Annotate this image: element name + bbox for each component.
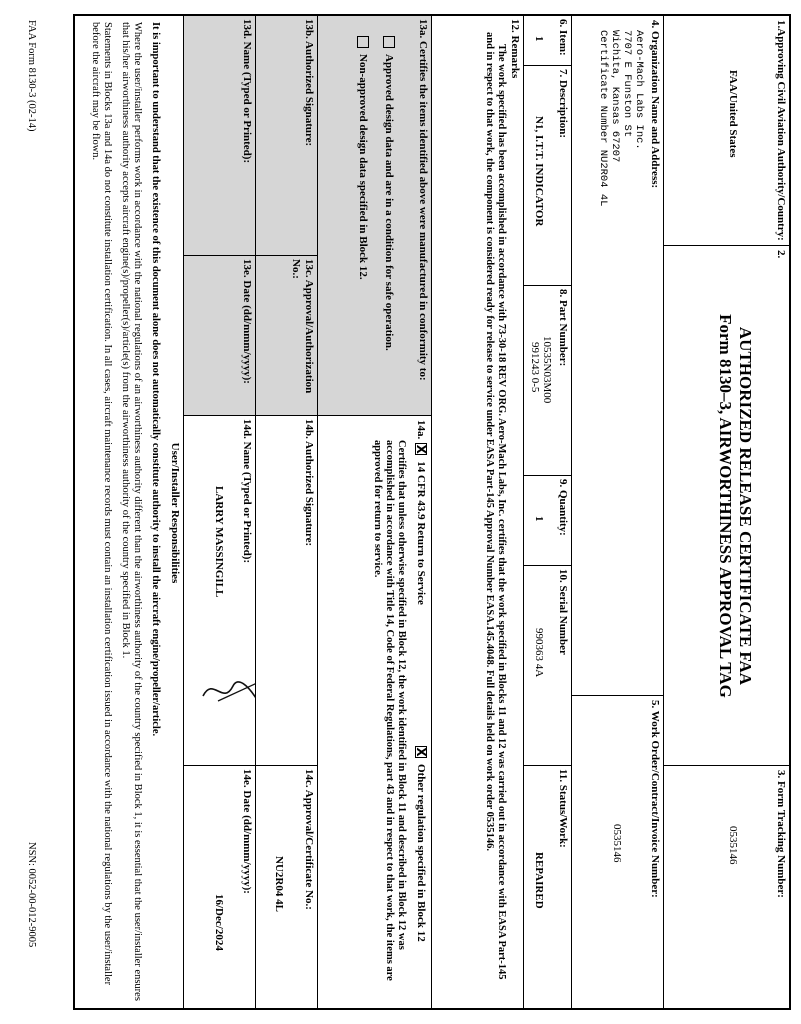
status-value: REPAIRED: [533, 852, 545, 909]
block-14a-label: 14a.: [415, 420, 427, 440]
quantity-header: 9. Quantity:: [557, 479, 569, 536]
block-4: [571, 16, 663, 696]
responsibilities-p3: Statements in Blocks 13a and 14a do not constitute installation certification. In all cases, aircraft maintenance records must contain an installation certification issued in accordance with the national regulations by the user/installer before the aircraft may be flown.: [90, 22, 113, 986]
block-14d-label: 14d. Name (Typed or Printed):: [241, 419, 253, 564]
status-header: 11. Status/Work:: [557, 769, 569, 848]
block-14d: [183, 416, 255, 766]
form-title-line1: AUTHORIZED RELEASE CERTIFICATE FAA: [736, 326, 755, 686]
block-14c-label: 14c. Approval/Certificate No.:: [303, 769, 315, 910]
block-10: [523, 566, 571, 766]
block-11: [523, 766, 571, 1010]
block-13c-label: 13c. Approval/Authorization No.:: [290, 259, 315, 394]
block-8: [523, 286, 571, 476]
part-number-line1: 10535N03M00: [541, 336, 553, 404]
description-header: 7. Description:: [557, 69, 569, 139]
serial-number-value: 990363 4A: [533, 628, 545, 678]
remarks-label: 12. Remarks: [509, 19, 521, 79]
block-9: [523, 476, 571, 566]
block-13e: [183, 256, 255, 416]
block-4-label: 4. Organization Name and Address:: [649, 20, 661, 189]
org-line-4: Certificate Number NU2R04 4L: [597, 30, 609, 207]
form-frame: [73, 14, 791, 1010]
signer-name: LARRY MASSINGILL: [213, 486, 225, 598]
non-approved-design-checkbox[interactable]: [357, 36, 369, 48]
block-3: [663, 766, 789, 1010]
certificate-number: NU2R04 4L: [273, 856, 285, 912]
item-number: 1: [533, 36, 545, 42]
other-regulation-option: [415, 746, 427, 942]
org-line-3: Wichita, Kansas 67207: [609, 30, 621, 163]
block-13b-label: 13b. Authorized Signature:: [303, 19, 315, 147]
responsibilities-title: User/Installer Responsibilities: [169, 442, 181, 584]
return-to-service-checkbox[interactable]: X: [413, 444, 428, 454]
quantity-value: 1: [533, 516, 545, 522]
responsibilities-p2: Where the user/installer performs work in accordance with the national regulations of an airworthiness authority different than the airworthiness authority of the country specified in Block 1, it is essential that the user/installer ensures that his/her airworthiness authority accepts aircraft engine(s)/propeller(s)/article(s) from the airworthiness authority of the country specified in Block 1.: [120, 22, 143, 1001]
form-tracking-number: 0535146: [727, 826, 739, 865]
block-6: [523, 16, 571, 66]
block-2: [663, 246, 789, 766]
block-13a-label: 13a. Certifies the items identified above were manufactured in conformity to:: [417, 19, 429, 381]
option-approved-design: [383, 36, 395, 351]
approved-design-label: Approved design data and are in a condition for safe operation.: [383, 54, 395, 351]
work-order-number: 0535146: [611, 824, 623, 863]
block-13c: [255, 256, 317, 416]
org-line-2: 7707 E Funston St: [621, 30, 633, 138]
item-header: 6. Item:: [557, 19, 569, 56]
form-title: [715, 246, 755, 766]
block-1-label: 1.Approving Civil Aviation Authority/Country:: [775, 20, 787, 241]
option-non-approved-design: [357, 36, 369, 280]
remarks-text: The work specified has been accomplished in accordance with 73-30-18 REV ORG. Aero-Mach Labs, Inc. certifies that the work specified in Blocks 11 and 12 was carried out in accordance with EASA Part-145 and in respect to that work, the component is considered ready for release to service under EASA Part-145 Approval Number EASA.145.4048. Full details held on work order 0535146.: [484, 32, 507, 980]
block-13d-label: 13d. Name (Typed or Printed):: [241, 19, 253, 164]
block-14e: [183, 766, 255, 1010]
approving-authority: FAA/United States: [727, 70, 739, 158]
block-5: [571, 696, 663, 1010]
responsibilities-block: [73, 16, 183, 1010]
approved-design-checkbox[interactable]: [383, 36, 395, 48]
block-13a: [317, 16, 431, 416]
org-line-1: Aero-Mach Labs Inc.: [633, 30, 645, 150]
other-regulation-checkbox[interactable]: X: [413, 747, 428, 757]
block-2-label: 2.: [775, 250, 787, 259]
signature-date: 16/Dec/2024: [213, 894, 225, 951]
nsn-number: NSN: 0052-00-012-9005: [26, 842, 37, 948]
form-identifier: FAA Form 8130-3 (02-14): [26, 20, 37, 132]
block-13d: [183, 16, 255, 256]
block-14e-label: 14e. Date (dd/mmm/yyyy):: [241, 769, 253, 894]
block-7: [523, 66, 571, 286]
block-14c: [255, 766, 317, 1010]
block-3-label: 3. Form Tracking Number:: [775, 770, 787, 898]
block-14b-label: 14b. Authorized Signature:: [303, 419, 315, 547]
part-number-header: 8. Part Number:: [557, 289, 569, 367]
description-value: N1, I.T.T. INDICATOR: [533, 116, 545, 227]
return-to-service-certification: Certifies that unless otherwise specified in Block 12, the work identified in Block 11 and described in Block 12 was accomplished in accordance with Title 14, Code of Federal Regulations, part 43 and in respect to that work, the items are approved for return to service.: [372, 440, 407, 981]
return-to-service-option: [415, 420, 427, 605]
form-title-line2: Form 8130–3, AIRWORTHINESS APPROVAL TAG: [716, 314, 735, 698]
part-number-line2: 991243 0-5: [529, 342, 541, 393]
block-12: [431, 16, 523, 1010]
signature-mark: [193, 646, 255, 736]
return-to-service-label: 14 CFR 43.9 Return to Service: [415, 461, 427, 605]
responsibilities-p1: It is important to understand that the existence of this document alone does not automatically constitute authority to install the aircraft engine/propeller/article.: [150, 22, 161, 737]
block-5-label: 5. Work Order/Contract/Invoice Number:: [649, 700, 661, 898]
serial-number-header: 10. Serial Number: [557, 569, 569, 655]
other-regulation-label: Other regulation specified in Block 12: [415, 764, 427, 942]
non-approved-design-label: Non-approved design data specified in Block 12.: [357, 54, 369, 280]
block-14b: [255, 416, 317, 766]
block-13b: [255, 16, 317, 256]
block-1: [663, 16, 789, 246]
block-13e-label: 13e. Date (dd/mmm/yyyy):: [241, 259, 253, 384]
block-14a: [317, 416, 431, 1010]
